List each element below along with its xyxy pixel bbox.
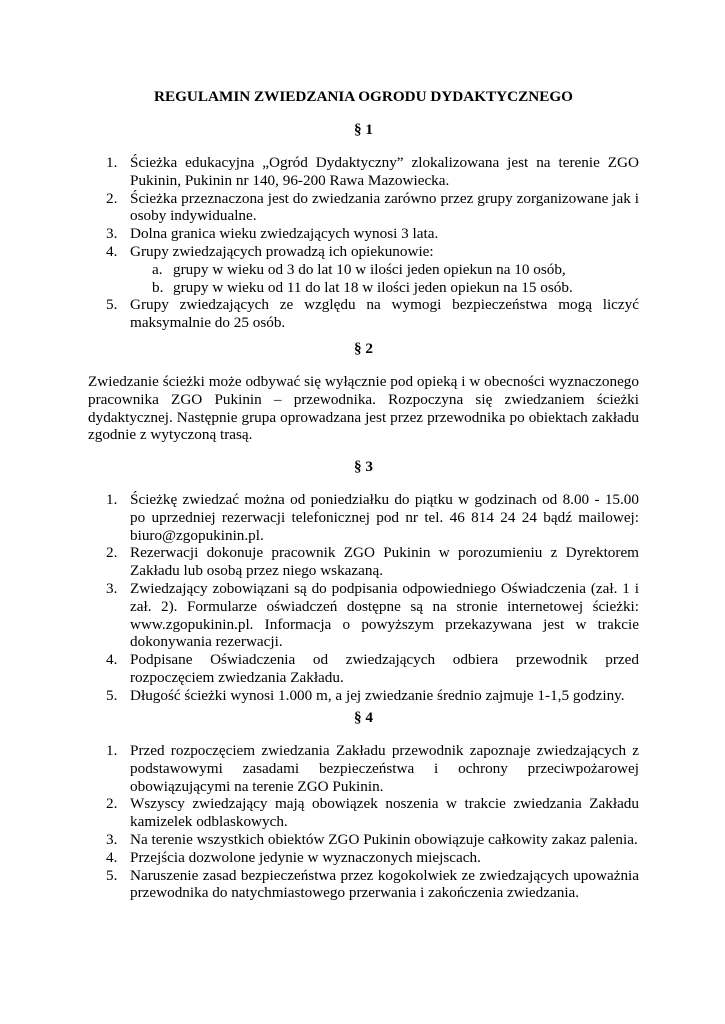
section-2-paragraph: Zwiedzanie ścieżki może odbywać się wyłącznie pod opieką i w obecności wyznaczonego pracownika ZGO Pukinin – przewodnika. Rozpoczyna się zwiedzaniem ścieżki dydaktycznej. Następnie grupa oprowadzana jest przez przewodnika po obiektach zakładu zgodnie z wytyczoną trasą. — [88, 373, 639, 444]
list-item: 4. Podpisane Oświadczenia od zwiedzających odbiera przewodnik przed rozpoczęciem zwiedzania Zakładu. — [106, 651, 639, 686]
list-item-text: Ścieżka przeznaczona jest do zwiedzania zarówno przez grupy zorganizowane jak i osoby indywidualne. — [130, 189, 639, 225]
list-item: 2. Wszyscy zwiedzający mają obowiązek noszenia w trakcie zwiedzania Zakładu kamizelek odblaskowych. — [106, 795, 639, 831]
list-item-text: Zwiedzający zobowiązani są do podpisania odpowiedniego Oświadczenia (zał. 1 i zał. 2). Formularze oświadczeń dostępne są na stronie internetowej ścieżki: www.zgopukinin.pl. Informacja o powyższym przekazywana jest w trakcie dokonywania rezerwacji. — [130, 579, 639, 651]
list-item: 5. Grupy zwiedzających ze względu na wymogi bezpieczeństwa mogą liczyć maksymalnie do 25 osób. — [106, 296, 639, 332]
list-item: 5. Naruszenie zasad bezpieczeństwa przez kogokolwiek ze zwiedzających upoważnia przewodnika do natychmiastowego przerwania i zakończenia zwiedzania. — [106, 866, 639, 902]
section-1-list — [88, 154, 639, 332]
list-item-text: Podpisane Oświadczenia od zwiedzających odbiera przewodnik przed rozpoczęciem zwiedzania Zakładu. — [130, 651, 639, 686]
list-item: 3. Dolna granica wieku zwiedzających wynosi 3 lata. — [106, 225, 439, 243]
list-item: 2. Ścieżka przeznaczona jest do zwiedzania zarówno przez grupy zorganizowane jak i osoby indywidualne. — [106, 189, 639, 225]
document-title: REGULAMIN ZWIEDZANIA OGRODU DYDAKTYCZNEGO — [154, 88, 573, 105]
section-1-heading: § 1 — [354, 121, 373, 138]
section-3-list — [88, 491, 639, 705]
list-item-text: Ścieżkę zwiedzać można od poniedziałku do piątku w godzinach od 8.00 - 15.00 po uprzedniej rezerwacji telefonicznej pod nr tel. 46 814 24 24 bądź mailowej: biuro@zgopukinin.pl. — [130, 491, 639, 544]
section-2-body — [88, 373, 639, 444]
section-4-heading: § 4 — [354, 709, 373, 726]
list-item: 1. Ścieżka edukacyjna „Ogród Dydaktyczny” zlokalizowana jest na terenie ZGO Pukinin, Pukinin nr 140, 96-200 Rawa Mazowiecka. — [106, 154, 639, 189]
sub-list-item-text: grupy w wieku od 3 do lat 10 w ilości jeden opiekun na 10 osób, — [173, 260, 566, 278]
list-item: 3. Zwiedzający zobowiązani są do podpisania odpowiedniego Oświadczenia (zał. 1 i zał. 2). Formularze oświadczeń dostępne są na stronie internetowej ścieżki: www.zgopukinin.pl. Informacja o powyższym przekazywana jest w trakcie dokonywania rezerwacji. — [106, 579, 639, 651]
list-item: 1. Przed rozpoczęciem zwiedzania Zakładu przewodnik zapoznaje zwiedzających z podstawowymi zasadami bezpieczeństwa i ochrony przeciwpożarowej obowiązującymi na terenie ZGO Pukinin. — [106, 742, 639, 795]
list-item: 5. Długość ścieżki wynosi 1.000 m, a jej zwiedzanie średnio zajmuje 1-1,5 godziny. — [106, 686, 625, 704]
list-item: 1. Ścieżkę zwiedzać można od poniedziałku do piątku w godzinach od 8.00 - 15.00 po uprzedniej rezerwacji telefonicznej pod nr tel. 46 814 24 24 bądź mailowej: biuro@zgopukinin.pl. — [106, 491, 639, 544]
section-3-heading: § 3 — [354, 458, 373, 475]
section-4-list — [88, 742, 639, 902]
sub-list-item: b. grupy w wieku od 11 do lat 18 w ilości jeden opiekun na 15 osób. — [152, 278, 573, 296]
list-item: 4. Przejścia dozwolone jedynie w wyznaczonych miejscach. — [106, 848, 481, 866]
list-item-text: Grupy zwiedzających prowadzą ich opiekunowie: — [130, 242, 434, 260]
list-item-text: Ścieżka edukacyjna „Ogród Dydaktyczny” zlokalizowana jest na terenie ZGO Pukinin, Pukinin nr 140, 96-200 Rawa Mazowiecka. — [130, 154, 639, 189]
sub-list-item: a. grupy w wieku od 3 do lat 10 w ilości jeden opiekun na 10 osób, — [152, 260, 566, 278]
list-item-text: Rezerwacji dokonuje pracownik ZGO Pukinin w porozumieniu z Dyrektorem Zakładu lub osobą przez niego wskazaną. — [130, 544, 639, 580]
sub-list-item-text: grupy w wieku od 11 do lat 18 w ilości jeden opiekun na 15 osób. — [173, 278, 573, 296]
list-item-text: Grupy zwiedzających ze względu na wymogi bezpieczeństwa mogą liczyć maksymalnie do 25 osób. — [130, 296, 639, 332]
list-item-text: Na terenie wszystkich obiektów ZGO Pukinin obowiązuje całkowity zakaz palenia. — [130, 830, 638, 848]
list-item-text: Przed rozpoczęciem zwiedzania Zakładu przewodnik zapoznaje zwiedzających z podstawowymi zasadami bezpieczeństwa i ochrony przeciwpożarowej obowiązującymi na terenie ZGO Pukinin. — [130, 742, 639, 795]
list-item-text: Wszyscy zwiedzający mają obowiązek noszenia w trakcie zwiedzania Zakładu kamizelek odblaskowych. — [130, 795, 639, 831]
list-item: 4. Grupy zwiedzających prowadzą ich opiekunowie: — [106, 242, 434, 260]
list-item-text: Długość ścieżki wynosi 1.000 m, a jej zwiedzanie średnio zajmuje 1-1,5 godziny. — [130, 686, 625, 704]
list-item-text: Przejścia dozwolone jedynie w wyznaczonych miejscach. — [130, 848, 481, 866]
list-item: 2. Rezerwacji dokonuje pracownik ZGO Pukinin w porozumieniu z Dyrektorem Zakładu lub osobą przez niego wskazaną. — [106, 544, 639, 580]
list-item: 3. Na terenie wszystkich obiektów ZGO Pukinin obowiązuje całkowity zakaz palenia. — [106, 830, 638, 848]
list-item-text: Naruszenie zasad bezpieczeństwa przez kogokolwiek ze zwiedzających upoważnia przewodnika do natychmiastowego przerwania i zakończenia zwiedzania. — [130, 866, 639, 902]
list-item-text: Dolna granica wieku zwiedzających wynosi 3 lata. — [130, 225, 439, 243]
section-2-heading: § 2 — [354, 340, 373, 357]
